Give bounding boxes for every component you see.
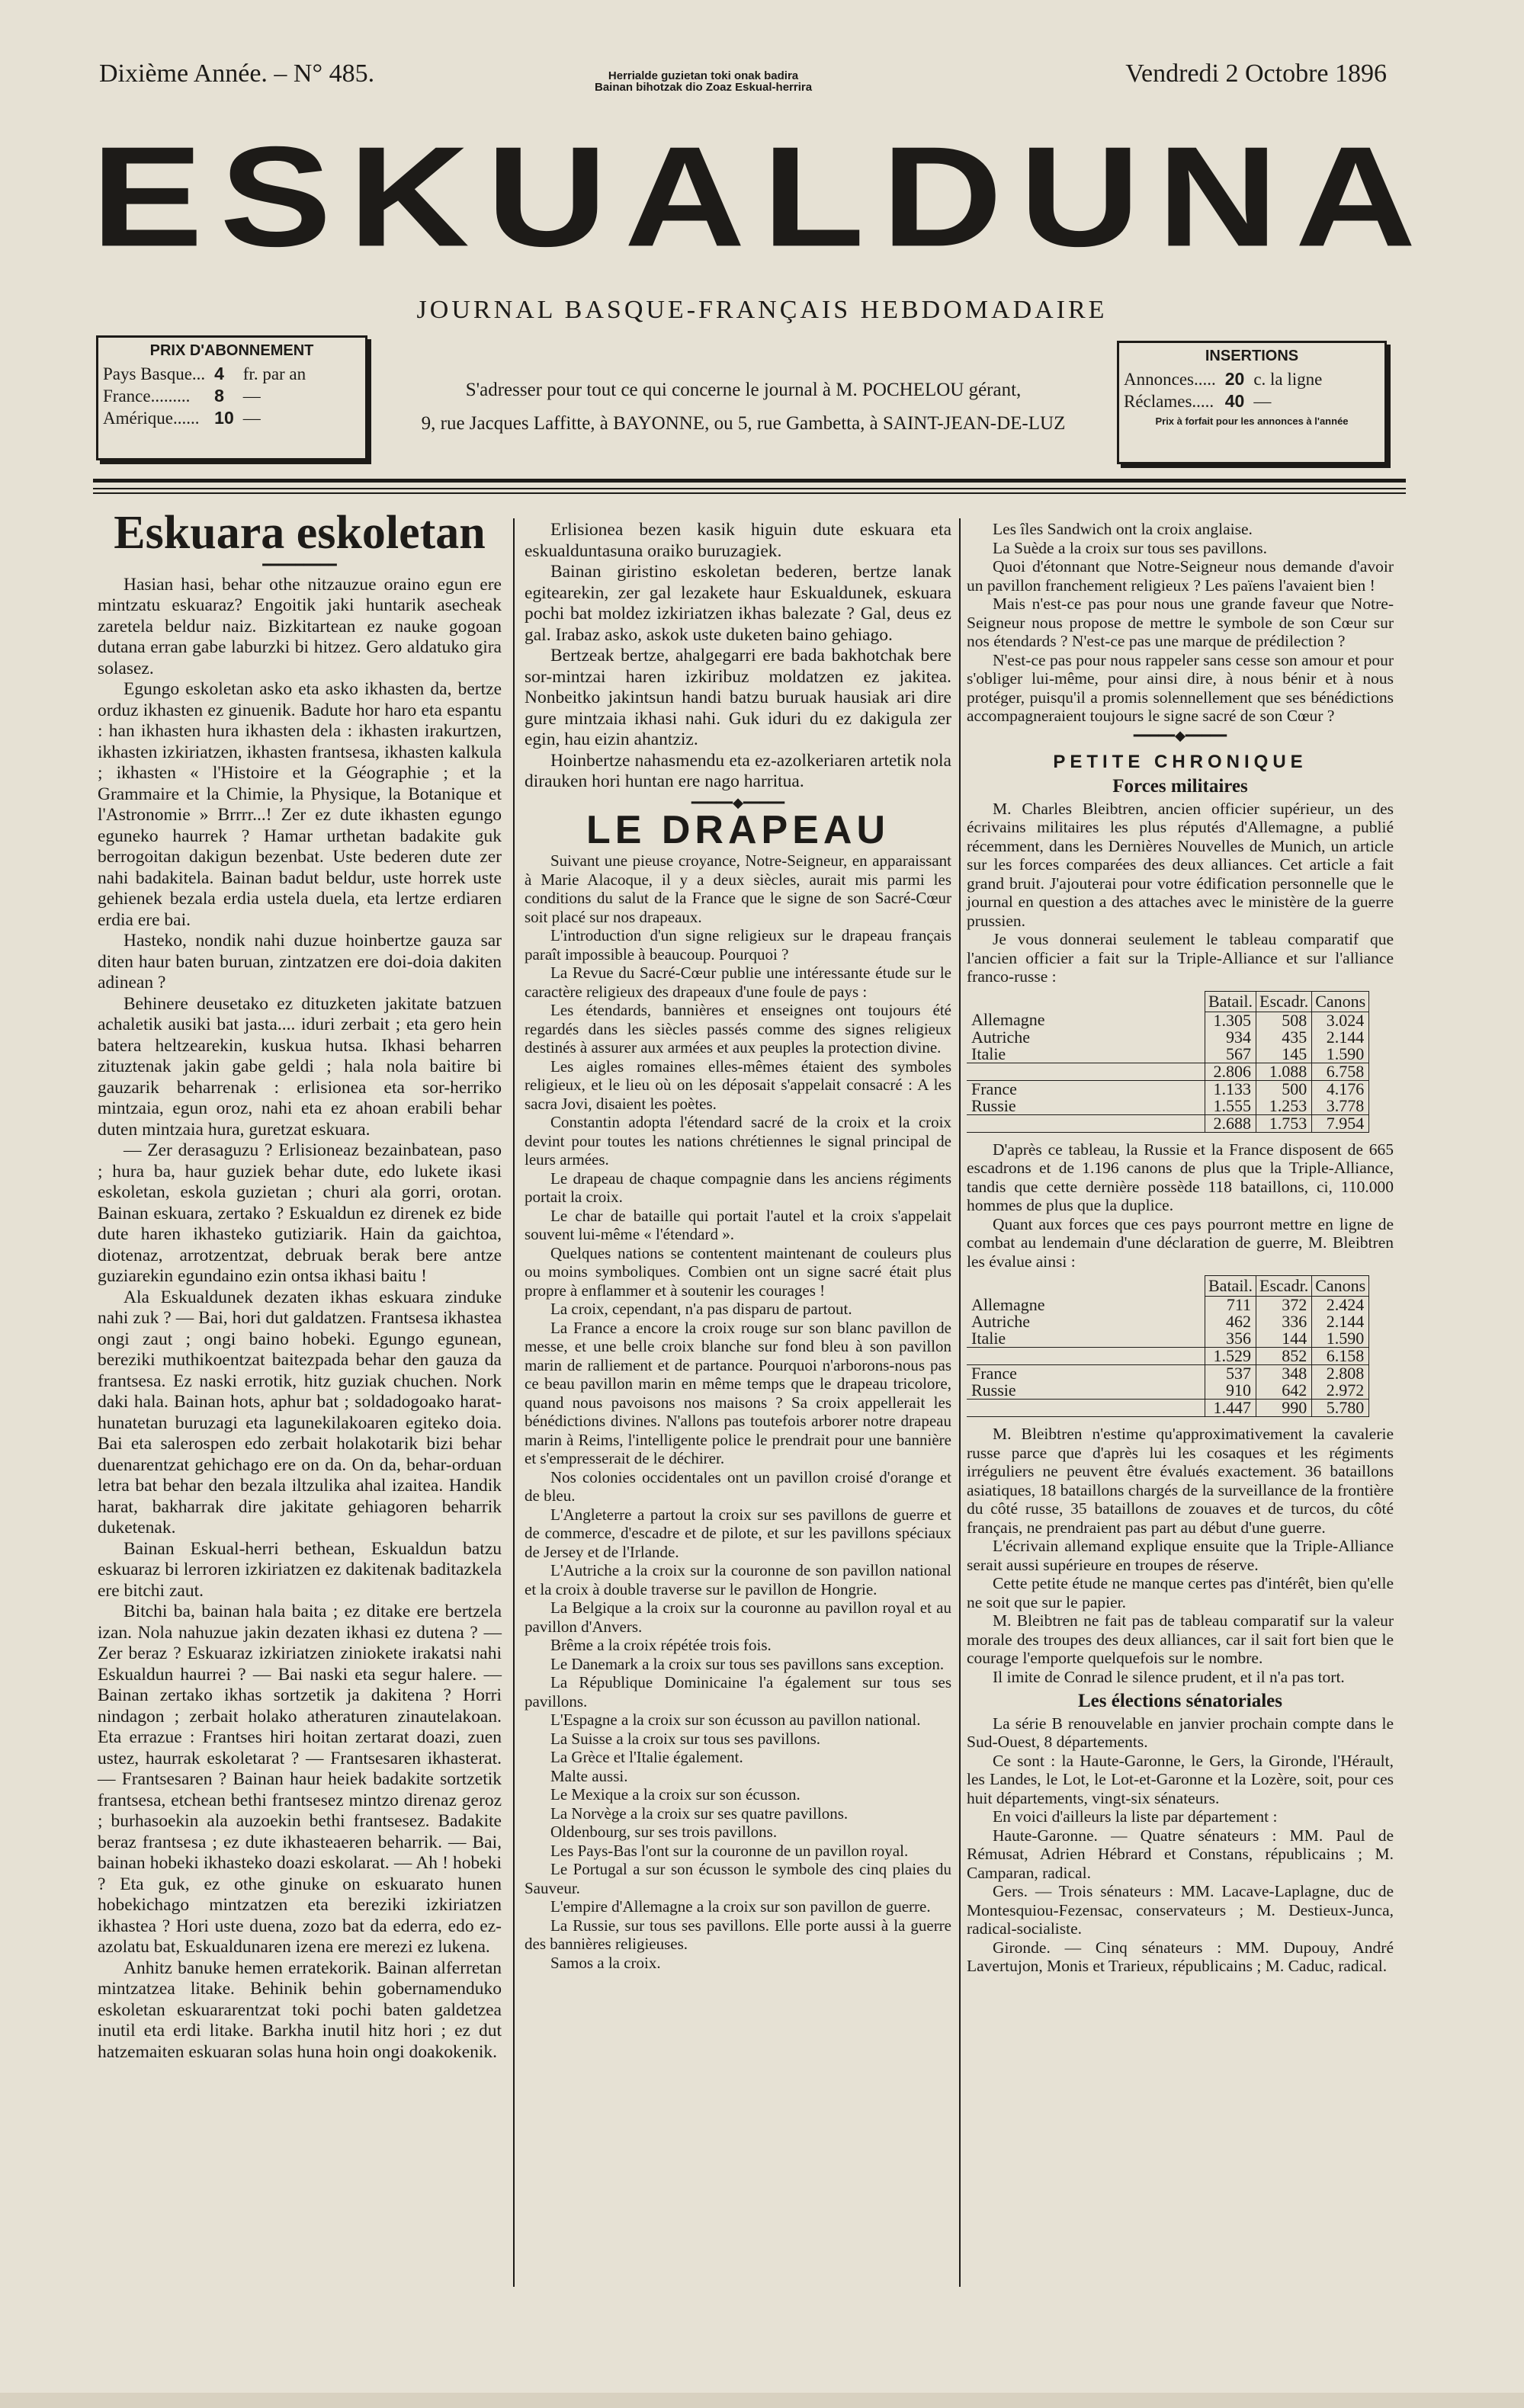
paragraph: La Grèce et l'Italie également. (550, 1748, 743, 1766)
price: 8 (214, 386, 224, 406)
table-header: Batail. (1205, 991, 1256, 1012)
paragraph: Le char de bataille qui portait l'autel et la croix s'appelait souvent lui-même « l'étendard ». (525, 1206, 951, 1243)
table-row (967, 1313, 1369, 1330)
paragraph: L'introduction d'un signe religieux sur le drapeau français paraît impossible à beaucoup. Pourquoi ? (525, 926, 951, 964)
table-header: Escadr. (1256, 1276, 1312, 1297)
insertions-row (1119, 368, 1327, 390)
paragraph: Anhitz banuke hemen erratekorik. Bainan alferretan mintzatzea litake. Behinik behin gobernamenduko eskoletan eskuararentzat toki pochi baten galdetzea inutil eta erdi litake. Barkha inutil hitz hori ; ez dut hatzemaiten eskuaran solas huna hoin ongi doakokenik. (98, 1958, 502, 2062)
subscription-row (98, 363, 310, 385)
paragraph: Cette petite étude ne manque certes pas d'intérêt, bien qu'elle ne soit que sur le papier. (967, 1574, 1394, 1611)
motto-line-1: Herrialde guzietan toki onak badira (608, 69, 799, 82)
paragraph: Erlisionea bezen kasik higuin dute eskuara eta eskualduntasuna oraiko buruzagiek. (525, 520, 951, 561)
table-cell: 3.024 (1312, 1012, 1369, 1029)
table-cell: 2.806 (1205, 1063, 1256, 1080)
unit: — (1253, 391, 1272, 411)
table-cell: 462 (1205, 1313, 1256, 1330)
price: 4 (214, 364, 224, 383)
paragraph: Les Pays-Bas l'ont sur la couronne de un pavillon royal. (550, 1841, 909, 1860)
table-cell: 7.954 (1312, 1114, 1369, 1132)
table-row (967, 1297, 1369, 1314)
paragraph: Suivant une pieuse croyance, Notre-Seigneur, en apparaissant à Marie Alacoque, il y a deux siècles, aurait mis parmi les conditions du salut de la France que le signe de son Sacré-Cœur soit placé sur nos drapeaux. (525, 851, 951, 926)
paragraph: La Suisse a la croix sur tous ses pavillons. (550, 1729, 821, 1748)
separator-ornament: ━━━━━◆━━━━━ (1133, 727, 1227, 743)
paragraph: La Norvège a la croix sur ses quatre pavillons. (550, 1804, 849, 1823)
type: Annonces..... (1124, 369, 1216, 389)
table-cell: 990 (1256, 1400, 1312, 1417)
country-name: France (967, 1080, 1205, 1098)
country-name: Italie (967, 1330, 1205, 1348)
place: Amérique...... (103, 408, 200, 428)
column-1 (98, 507, 502, 2063)
paragraph: Le Mexique a la croix sur son écusson. (550, 1785, 801, 1804)
paragraph: Le drapeau de chaque compagnie dans les anciens régiments portait la croix. (525, 1169, 951, 1206)
column-2 (525, 520, 951, 1972)
paragraph: Egungo eskoletan asko eta asko ikhasten da, bertze orduz ikhasten ez ginuenik. Badute hor haro eta espantu : han ikhasten hura ikhasten dela : ikhasten irakurtzen, ikhasten izkiriatzen, ikhasten frantsesa, ikhasten kalkula ; ikhasten « l'Histoire et la Géographie ; et la Grammaire et la Chimie, la Physique, la Botanique et l'Astronomie » Brrrr...! Zer ez dute ikhasten egungo eguneko haurrek ? Hamar urthetan badakite guk berrogoitan dakigun bezenbat. Uste bederen dute zer nahi badakitela. Bainan badut beldur, uste horrek uste gehienek bezala erdia ustela duela, eta lertze erdiaren erdia ere bai. (98, 679, 502, 930)
paragraph: L'Autriche a la croix sur la couronne de son pavillon national et la croix à double traverse sur le pavillon de Hongrie. (525, 1561, 951, 1598)
subsection-title: Forces militaires (1112, 776, 1248, 797)
address-block (381, 374, 1105, 441)
article-title: Eskuara eskoletan (114, 507, 486, 559)
paragraph: Quant aux forces que ces pays pourront mettre en ligne de combat au lendemain d'une déclaration de guerre, M. Bleibtren les évalue ainsi : (967, 1214, 1394, 1271)
paragraph: Hoinbertze nahasmendu eta ez-azolkeriaren artetik nola dirauken hori huntan ere nago harritua. (525, 750, 951, 791)
title-rule: ━━━━━━━━━ (262, 556, 337, 572)
page-edge (0, 2393, 1524, 2408)
table-cell: 1.590 (1312, 1330, 1369, 1348)
paragraph: Samos a la croix. (550, 1953, 661, 1972)
place: France......... (103, 386, 191, 406)
country-name (967, 1114, 1205, 1132)
issue-number: Dixième Année. – N° 485. (99, 59, 375, 88)
table-header: Canons (1312, 991, 1369, 1012)
place: Pays Basque... (103, 364, 206, 383)
table-cell: 537 (1205, 1365, 1256, 1383)
country-name: Russie (967, 1382, 1205, 1400)
paragraph: Hasteko, nondik nahi duzue hoinbertze gauza sar diten haur baten buruan, zintzatzen ere doi-doia dakiten adinean ? (98, 931, 502, 992)
paragraph: Constantin adopta l'étendard sacré de la croix et la croix devint pour toutes les nations chrétiennes le signal principal de leurs armées. (525, 1113, 951, 1169)
table-cell: 1.555 (1205, 1098, 1256, 1115)
issue-date: Vendredi 2 Octobre 1896 (1125, 59, 1387, 88)
table-row (967, 1382, 1369, 1400)
unit: — (242, 386, 261, 406)
table-cell: 3.778 (1312, 1098, 1369, 1115)
table-cell: 4.176 (1312, 1080, 1369, 1098)
table-header: Escadr. (1256, 991, 1312, 1012)
table-cell: 1.133 (1205, 1080, 1256, 1098)
table-row (967, 1348, 1369, 1365)
masthead-subtitle: JOURNAL BASQUE-FRANÇAIS HEBDOMADAIRE (416, 296, 1108, 324)
paragraph: L'écrivain allemand explique ensuite que la Triple-Alliance serait aussi supérieure en troupes de réserve. (967, 1537, 1394, 1574)
table-cell: 2.972 (1312, 1382, 1369, 1400)
price: 40 (1224, 391, 1245, 411)
paragraph: N'est-ce pas pour nous rappeler sans cesse son amour et pour s'obliger lui-même, pour ainsi dire, à nous bénir et à nous protéger, puisqu'il a promis solennellement que ses bénédictions accompagneraient toujours le signe sacré de son Cœur ? (967, 650, 1394, 725)
table-header-row (967, 991, 1369, 1012)
paragraph: La Suède a la croix sur tous ses pavillons. (993, 538, 1268, 557)
column-divider (513, 518, 515, 2287)
paragraph: Les aigles romaines elles-mêmes étaient des symboles religieux, et le lieu où on les déposait s'appelait consacré : A les sacra Jovi, disaient les poètes. (525, 1057, 951, 1113)
motto-line-2: Bainan bihotzak dio Zoaz Eskual-herrira (595, 81, 813, 94)
table-row (967, 1114, 1369, 1132)
paragraph: D'après ce tableau, la Russie et la France disposent de 665 escadrons et de 1.196 canons de plus que la Triple-Alliance, tandis que cette dernière possède 118 bataillons, ci, 110.000 hommes de plus que la duplice. (967, 1140, 1394, 1214)
table-cell: 144 (1256, 1330, 1312, 1348)
paragraph: Nos colonies occidentales ont un pavillon croisé d'orange et de bleu. (525, 1467, 951, 1505)
country-name: Allemagne (967, 1297, 1205, 1314)
unit: — (242, 408, 261, 428)
paragraph: La série B renouvelable en janvier prochain compte dans le Sud-Ouest, 8 départements. (967, 1714, 1394, 1751)
table-cell: 852 (1256, 1348, 1312, 1365)
paragraph: Les étendards, bannières et enseignes ont toujours été regardés dans les siècles passés comme des signes religieux destinés à assurer aux armées et aux peuples la protection divine. (525, 1001, 951, 1057)
table-cell: 567 (1205, 1046, 1256, 1063)
country-name: France (967, 1365, 1205, 1383)
table-row (967, 1063, 1369, 1080)
paragraph: Je vous donnerai seulement le tableau comparatif que l'ancien officier a fait sur la Triple-Alliance et sur l'alliance franco-russe : (967, 930, 1394, 986)
paragraph: En voici d'ailleurs la liste par département : (993, 1807, 1278, 1826)
country-name: Allemagne (967, 1012, 1205, 1029)
price: 20 (1224, 369, 1245, 389)
table-cell: 1.529 (1205, 1348, 1256, 1365)
paragraph: La croix, cependant, n'a pas disparu de partout. (550, 1300, 852, 1318)
table-cell: 934 (1205, 1029, 1256, 1046)
forces-table-2 (967, 1275, 1369, 1417)
subscription-box (96, 335, 367, 460)
separator-ornament: ━━━━━◆━━━━━ (691, 794, 785, 810)
paragraph: Les îles Sandwich ont la croix anglaise. (993, 520, 1253, 538)
table-header: Batail. (1205, 1276, 1256, 1297)
paragraph: Bainan giristino eskoletan bederen, bertze lanak egitearekin, zer gal lezakete haur Eskualdunek, eskuara pochi bat moldez izkiriatzen ikhas balezate ? Gal, deus ez gal. Irabaz asko, askok uste duketen baino gehiago. (525, 562, 951, 645)
table-row (967, 1330, 1369, 1348)
table-header: Canons (1312, 1276, 1369, 1297)
header-rule (93, 492, 1406, 494)
header-rule (93, 479, 1406, 483)
insertions-row (1119, 390, 1327, 412)
forces-table-1 (967, 991, 1369, 1133)
paragraph: La Russie, sur tous ses pavillons. Elle porte aussi à la guerre des bannières religieuses. (525, 1916, 951, 1953)
article-body (525, 851, 951, 1972)
article-title: LE DRAPEAU (586, 807, 890, 852)
paragraph: L'Angleterre a partout la croix sur ses pavillons de guerre et de commerce, d'escadre et de pilote, et sur les pavillons spéciaux de Jersey et de l'Irlande. (525, 1505, 951, 1561)
paragraph: Ce sont : la Haute-Garonne, le Gers, la Gironde, l'Hérault, les Landes, le Lot, le Lot-et-Garonne et la Lozère, soit, pour ces huit départements, vingt-six sénateurs. (967, 1751, 1394, 1807)
paragraph: Behinere deusetako ez dituzketen jakitate batzuen achaletik ausiki bat jasta.... iduri zerbait ; eta gero hein batera heltzearekin, kuskua hutsa. Ikhasi beharren zituztenak jakin gabe geldi ; hala nola baitire bi gauzarik beharrenak : erlisionea eta sor-herriko mintzaia, egun oroz, nahi eta ez ahoan erabili behar duten mintzaia hura, guretzat eskuara. (98, 993, 502, 1140)
paragraph: Gers. — Trois sénateurs : MM. Lacave-Laplagne, duc de Montesquiou-Fezensac, conservateurs ; M. Destieux-Junca, radical-socialiste. (967, 1882, 1394, 1938)
country-name: Autriche (967, 1029, 1205, 1046)
table-cell: 910 (1205, 1382, 1256, 1400)
country-name: Italie (967, 1046, 1205, 1063)
table-row (967, 1098, 1369, 1115)
table-cell: 6.758 (1312, 1063, 1369, 1080)
table-row (967, 1365, 1369, 1383)
paragraph: La Belgique a la croix sur la couronne au pavillon royal et au pavillon d'Anvers. (525, 1598, 951, 1636)
country-name (967, 1348, 1205, 1365)
table-cell: 435 (1256, 1029, 1312, 1046)
table-cell: 2.144 (1312, 1313, 1369, 1330)
address-line-1: S'adresser pour tout ce qui concerne le journal à M. POCHELOU gérant, (465, 380, 1022, 400)
table-cell: 2.808 (1312, 1365, 1369, 1383)
paragraph: L'empire d'Allemagne a la croix sur son pavillon de guerre. (550, 1897, 931, 1916)
table-cell: 2.144 (1312, 1029, 1369, 1046)
table-row (967, 1046, 1369, 1063)
country-name: Russie (967, 1098, 1205, 1115)
table-cell: 1.590 (1312, 1046, 1369, 1063)
paragraph: Gironde. — Cinq sénateurs : MM. Dupouy, André Lavertujon, Monis et Trarieux, républicains ; M. Caduc, radical. (967, 1938, 1394, 1975)
table-header-blank (967, 991, 1205, 1012)
paragraph: Le Portugal a sur son écusson le symbole des cinq plaies du Sauveur. (525, 1860, 951, 1897)
type: Réclames..... (1124, 391, 1214, 411)
table-cell: 1.753 (1256, 1114, 1312, 1132)
column-divider (959, 518, 961, 2287)
paragraph: Il imite de Conrad le silence prudent, et il n'a pas tort. (993, 1667, 1345, 1686)
subsection-title: Les élections sénatoriales (1077, 1691, 1282, 1711)
address-line-2: 9, rue Jacques Laffitte, à BAYONNE, ou 5, rue Gambetta, à SAINT-JEAN-DE-LUZ (421, 413, 1066, 434)
paragraph: M. Charles Bleibtren, ancien officier supérieur, un des écrivains militaires les plus réputés d'Allemagne, a publié récemment, dans les Dernières Nouvelles de Munich, un article sur les forces comparées des deux alliances. Cet article a fait grand bruit. J'ajouterai pour votre édification personnelle que le journal en question a des attaches avec le ministère de la guerre prussien. (967, 799, 1394, 930)
table-cell: 1.088 (1256, 1063, 1312, 1080)
paragraph: Quoi d'étonnant que Notre-Seigneur nous demande d'avoir un pavillon franchement religieux ? Les païens l'avaient bien ! (967, 557, 1394, 595)
table-cell: 372 (1256, 1297, 1312, 1314)
table-header-blank (967, 1276, 1205, 1297)
section-title: PETITE CHRONIQUE (1053, 751, 1307, 772)
unit: c. la ligne (1253, 369, 1323, 389)
paragraph: Bitchi ba, bainan hala baita ; ez ditake ere bertzela izan. Nola nahuzue jakin dezaten ikhasi ez dutena ? — Zer beraz ? Eskuaraz izkiriatzen ziniokete irakatsi nahi Eskualdun haurrei ? — Bai naski eta segur halere. — Bainan zertako ikhas sortzetik ja dakitena ? Horri nindagon ; zerbait holako atheraturen zinautelakoan. Eta errazue : Frantses hiri hoitan zertarat doazi, zuen ustez, haurrak eskoletarat ? — Frantsesaren ikhasterat. — Frantsesaren ? Bainan haur heiek badakite sortzetik frantsesa, etchean bethi frantsesez mintzo direnaz geroz ; burhasoekin ala auzoekin bethi frantsesez. Badakite beraz frantsesa ; ez dute ikhasteaeren beharrik. — Bai, bainan hobeki ikhasteko doazi eskolarat. — Ah ! hobeki ? Eta guk, ez othe ginuke on eskuarato hunen hobekichago mintzatzen eta bereziki izkiriatzen ikhastea ? Hori uste duena, zozo bat da ederra, edo ez-azolatu bat, Eskualdunaren izena ere merezi ez lukena. (98, 1602, 502, 1957)
table-row (967, 1012, 1369, 1029)
table-cell: 1.253 (1256, 1098, 1312, 1115)
paragraph: Mais n'est-ce pas pour nous une grande faveur que Notre-Seigneur nous propose de mettre le symbole de son Cœur sur nos étendards ? N'est-ce pas une marque de prédilection ? (967, 595, 1394, 650)
table-cell: 500 (1256, 1080, 1312, 1098)
paragraph: La République Dominicaine l'a également sur tous ses pavillons. (525, 1673, 951, 1711)
paragraph: Hasian hasi, behar othe nitzauzue oraino egun ere mintzatu eskuaraz? Engoitik jaki huntarik asecheak zaretela beldur naiz. Bizkitartean ez nauke gogoan dutana erran gabe laburzki bi hitzez. Gero aldatuko gira solasez. (98, 574, 502, 678)
column-3 (967, 520, 1394, 1976)
masthead-title: ESKUALDUNA (91, 117, 1433, 277)
subscription-row (98, 407, 310, 429)
paragraph: La France a encore la croix rouge sur son blanc pavillon de messe, et une belle croix blanche sur fond bleu à son pavillon marin de ralliement et de partance. Pourquoi n'arborons-nous pas ce beau pavillon marin en même temps que le drapeau tricolore, quand nous pavoisons nos maisons ? Sa croix appellerait les bénédictions divines. N'allons pas toutefois arborer notre drapeau marin à Reims, l'intelligente police le prendrait pour une bannière et s'empresserait de le déchirer. (525, 1318, 951, 1467)
country-name: Autriche (967, 1313, 1205, 1330)
paragraph: M. Bleibtren ne fait pas de tableau comparatif sur la valeur morale des troupes des deux alliances, car il sait fort bien que le courage l'emporte quelquefois sur le nombre. (967, 1611, 1394, 1667)
insertions-table (1119, 368, 1327, 412)
insertions-box (1117, 341, 1387, 464)
paragraph: L'Espagne a la croix sur son écusson au pavillon national. (550, 1711, 921, 1729)
paragraph: M. Bleibtren n'estime qu'approximativement la cavalerie russe parce que d'après lui les cosaques et les régiments irréguliers ne peuvent être évalués exactement. 36 bataillons asiatiques, 18 bataillons chargés de la surveillance de la frontière du côté russe, 35 bataillons de zouaves et de turcos, du côté français, ne prendraient pas part au début d'une guerre. (967, 1425, 1394, 1537)
table-cell: 348 (1256, 1365, 1312, 1383)
table-cell: 711 (1205, 1297, 1256, 1314)
table-cell: 6.158 (1312, 1348, 1369, 1365)
paragraph: Brême a la croix répétée trois fois. (550, 1636, 772, 1654)
table-cell: 508 (1256, 1012, 1312, 1029)
table-cell: 5.780 (1312, 1400, 1369, 1417)
country-name (967, 1400, 1205, 1417)
table-cell: 1.447 (1205, 1400, 1256, 1417)
paragraph: Quelques nations se contentent maintenant de couleurs plus ou moins symboliques. Combien ont un signe sacré était plus propre à enflammer et à soutenir les courages ! (525, 1243, 951, 1300)
paragraph: Oldenbourg, sur ses trois pavillons. (550, 1823, 778, 1841)
table-cell: 145 (1256, 1046, 1312, 1063)
header-rule (93, 488, 1406, 489)
table-cell: 336 (1256, 1313, 1312, 1330)
masthead-motto (595, 70, 812, 93)
paragraph: Bainan Eskual-herri bethean, Eskualdun batzu eskuaraz bi lerroren izkiriatzen ez dakitenak baditazkela ere bitchi zaut. (98, 1538, 502, 1601)
paragraph: Le Danemark a la croix sur tous ses pavillons sans exception. (550, 1654, 945, 1673)
table-cell: 356 (1205, 1330, 1256, 1348)
subscription-row (98, 385, 310, 407)
paragraph: Ala Eskualdunek dezaten ikhas eskuara zinduke nahi zuk ? — Bai, hori dut galdatzen. Frantsesa ikhastea ongi zaut ; ongi baino hobeki. Egungo egunean, bereziki muthikoentzat baitezpada behar den gauza da frantsesa. Ez naski errotik, hitz guziak chuchen. Nork daki hala. Bainan hots, aphur bat ; soldadogoako harat-hunatetan buruzagi eta lagunekilakoaren egiteko doia. Bai eta salerospen edo zerbait holakotarik bizi behar duenarentzat gehichago ere on da. On da, behar-orduan letra bat behar den bezala iltzulika ahal izaitea. Handik harat, bakharrak dire jakitate gehiagoren beharrik duketenak. (98, 1287, 502, 1537)
table-cell: 1.305 (1205, 1012, 1256, 1029)
table-cell: 642 (1256, 1382, 1312, 1400)
subscription-table (98, 363, 310, 429)
paragraph: La Revue du Sacré-Cœur publie une intéressante étude sur le caractère religieux des drapeaux d'une foule de pays : (525, 964, 951, 1001)
table-row (967, 1029, 1369, 1046)
table-row (967, 1400, 1369, 1417)
table-cell: 2.424 (1312, 1297, 1369, 1314)
subscription-title: PRIX D'ABONNEMENT (149, 342, 314, 359)
table-header-row (967, 1276, 1369, 1297)
paragraph: — Zer derasaguzu ? Erlisioneaz bezainbatean, paso ; hura ba, haur guziek behar dute, edo lukete ikasi eskoletan, eskola guzietan ; churi ala gorri, orotan. Bainan eskuara, zertako ? Eskualdun ez direnek ez bide dute haren ikhasteko gutiziarik. Hain da gaichtoa, diotenaz, arrotzentzat, debruak berak bere antze guziarekin egundaino ezin ontsa ikhasi baitu ! (98, 1140, 502, 1286)
paragraph: Haute-Garonne. — Quatre sénateurs : MM. Paul de Rémusat, Adrien Hébrard et Constans, républicains ; M. Camparan, radical. (967, 1826, 1394, 1882)
insertions-title: INSERTIONS (1205, 348, 1299, 364)
table-row (967, 1080, 1369, 1098)
unit: fr. par an (242, 364, 306, 383)
insertions-note: Prix à forfait pour les annonces à l'année (1155, 415, 1349, 427)
paragraph: Malte aussi. (550, 1766, 628, 1785)
table-cell: 2.688 (1205, 1114, 1256, 1132)
paragraph: Bertzeak bertze, ahalgegarri ere bada bakhotchak bere sor-mintzai haren izkiribuz moldatzen ez jakitea. Nonbeitko jakintsun handi batzu buruak hausiak ari dire gure mintzaia ikhasi nahi. Guk iduri du ez dakigula zer egin, hau eizin ahantziz. (525, 646, 951, 749)
country-name (967, 1063, 1205, 1080)
price: 10 (214, 408, 234, 428)
